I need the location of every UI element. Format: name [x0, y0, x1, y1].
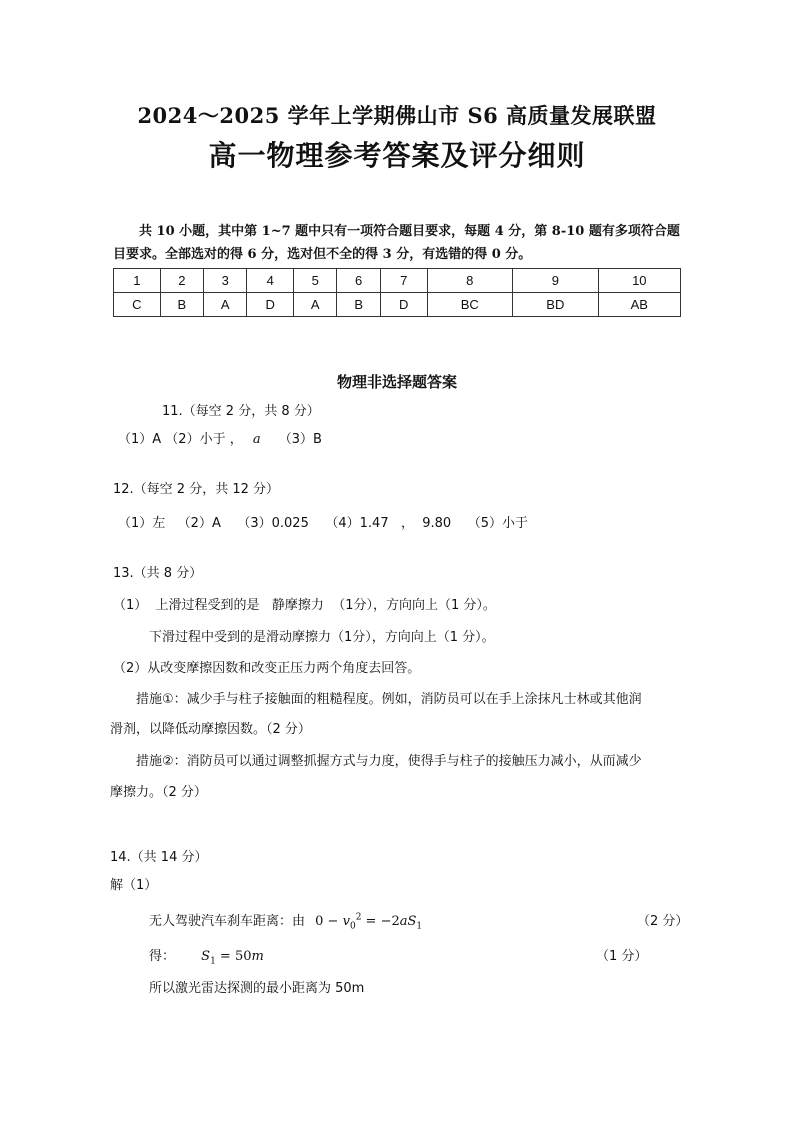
q14-line3: 所以激光雷达探测的最小距离为 50m	[149, 981, 365, 996]
question-number: 9	[513, 269, 599, 293]
question-number: 2	[160, 269, 203, 293]
answer-cell: A	[294, 293, 337, 317]
q13-line: 措施②：消防员可以通过调整抓握方式与力度，使得手与柱子的接触压力减小，从而减少	[136, 754, 642, 769]
q13-line: （2）从改变摩擦因数和改变正压力两个角度去回答。	[113, 661, 421, 676]
q13-header: 13.（共 8 分）	[113, 566, 203, 581]
answer-cell: B	[337, 293, 380, 317]
q11-answer-part2: （3）B	[278, 432, 322, 447]
doc-title-line2: 高一物理参考答案及评分细则	[208, 139, 586, 172]
answer-table	[113, 268, 681, 317]
question-number: 3	[204, 269, 247, 293]
q11-answer-symbol: a	[252, 432, 261, 447]
answer-cell: AB	[598, 293, 680, 317]
answer-cell: D	[380, 293, 427, 317]
doc-title-line1: 2024～2025 学年上学期佛山市 S6 高质量发展联盟	[137, 103, 657, 128]
q14-solve-label: 解（1）	[110, 878, 158, 893]
q13-line: 滑剂，以降低动摩擦因数。（2 分）	[110, 722, 311, 737]
question-number: 5	[294, 269, 337, 293]
q14-header: 14.（共 14 分）	[110, 850, 208, 865]
q11-answers	[118, 428, 322, 447]
question-number: 8	[427, 269, 513, 293]
section-title: 物理非选择题答案	[336, 373, 457, 391]
q13-line: 摩擦力。（2 分）	[110, 785, 207, 800]
question-number: 7	[380, 269, 427, 293]
question-number: 6	[337, 269, 380, 293]
question-number: 10	[598, 269, 680, 293]
answer-cell: D	[247, 293, 294, 317]
answer-cell: A	[204, 293, 247, 317]
answer-cell: BC	[427, 293, 513, 317]
q11-header: 11.（每空 2 分，共 8 分）	[162, 404, 320, 419]
q14-line1-text: 无人驾驶汽车刹车距离：由	[149, 914, 306, 929]
q14-equation1: $0 - v_0^2 = -2aS_1$	[315, 912, 423, 932]
intro-paragraph: 共 10 小题，其中第 1~7 题中只有一项符合题目要求，每题 4 分，第 8-10 题有多项符合题目要求。全部选对的得 6 分，选对但不全的得 3 分，有选错的得 0 分。	[113, 224, 680, 262]
q14-line1	[149, 910, 422, 932]
q14-line2	[149, 945, 264, 967]
question-number: 4	[247, 269, 294, 293]
q11-answer-part1: （1）A （2）小于 ，	[118, 432, 243, 447]
q13-line: 下滑过程中受到的是滑动摩擦力（1分），方向向上（1 分）。	[149, 630, 495, 645]
q13-line: （1） 上滑过程受到的是 静摩擦力 （1分），方向向上（1 分）。	[113, 598, 496, 613]
answer-cell: B	[160, 293, 203, 317]
q14-equation2: $S_1 = 50m$	[201, 949, 264, 967]
q12-answers: （1）左 （2）A （3）0.025 （4）1.47 ， 9.80 （5）小于	[118, 516, 529, 531]
q14-line2-text: 得：	[149, 949, 176, 964]
answer-cell: BD	[513, 293, 599, 317]
answer-table-answer-row	[114, 293, 681, 317]
q14-score1: （2 分）	[637, 914, 689, 929]
q12-header: 12.（每空 2 分，共 12 分）	[113, 482, 280, 497]
answer-table-number-row	[114, 269, 681, 293]
question-number: 1	[114, 269, 161, 293]
answer-cell: C	[114, 293, 161, 317]
q14-score2: （1 分）	[596, 949, 648, 964]
q13-line: 措施①：减少手与柱子接触面的粗糙程度。例如，消防员可以在手上涂抹凡士林或其他润	[136, 692, 642, 707]
